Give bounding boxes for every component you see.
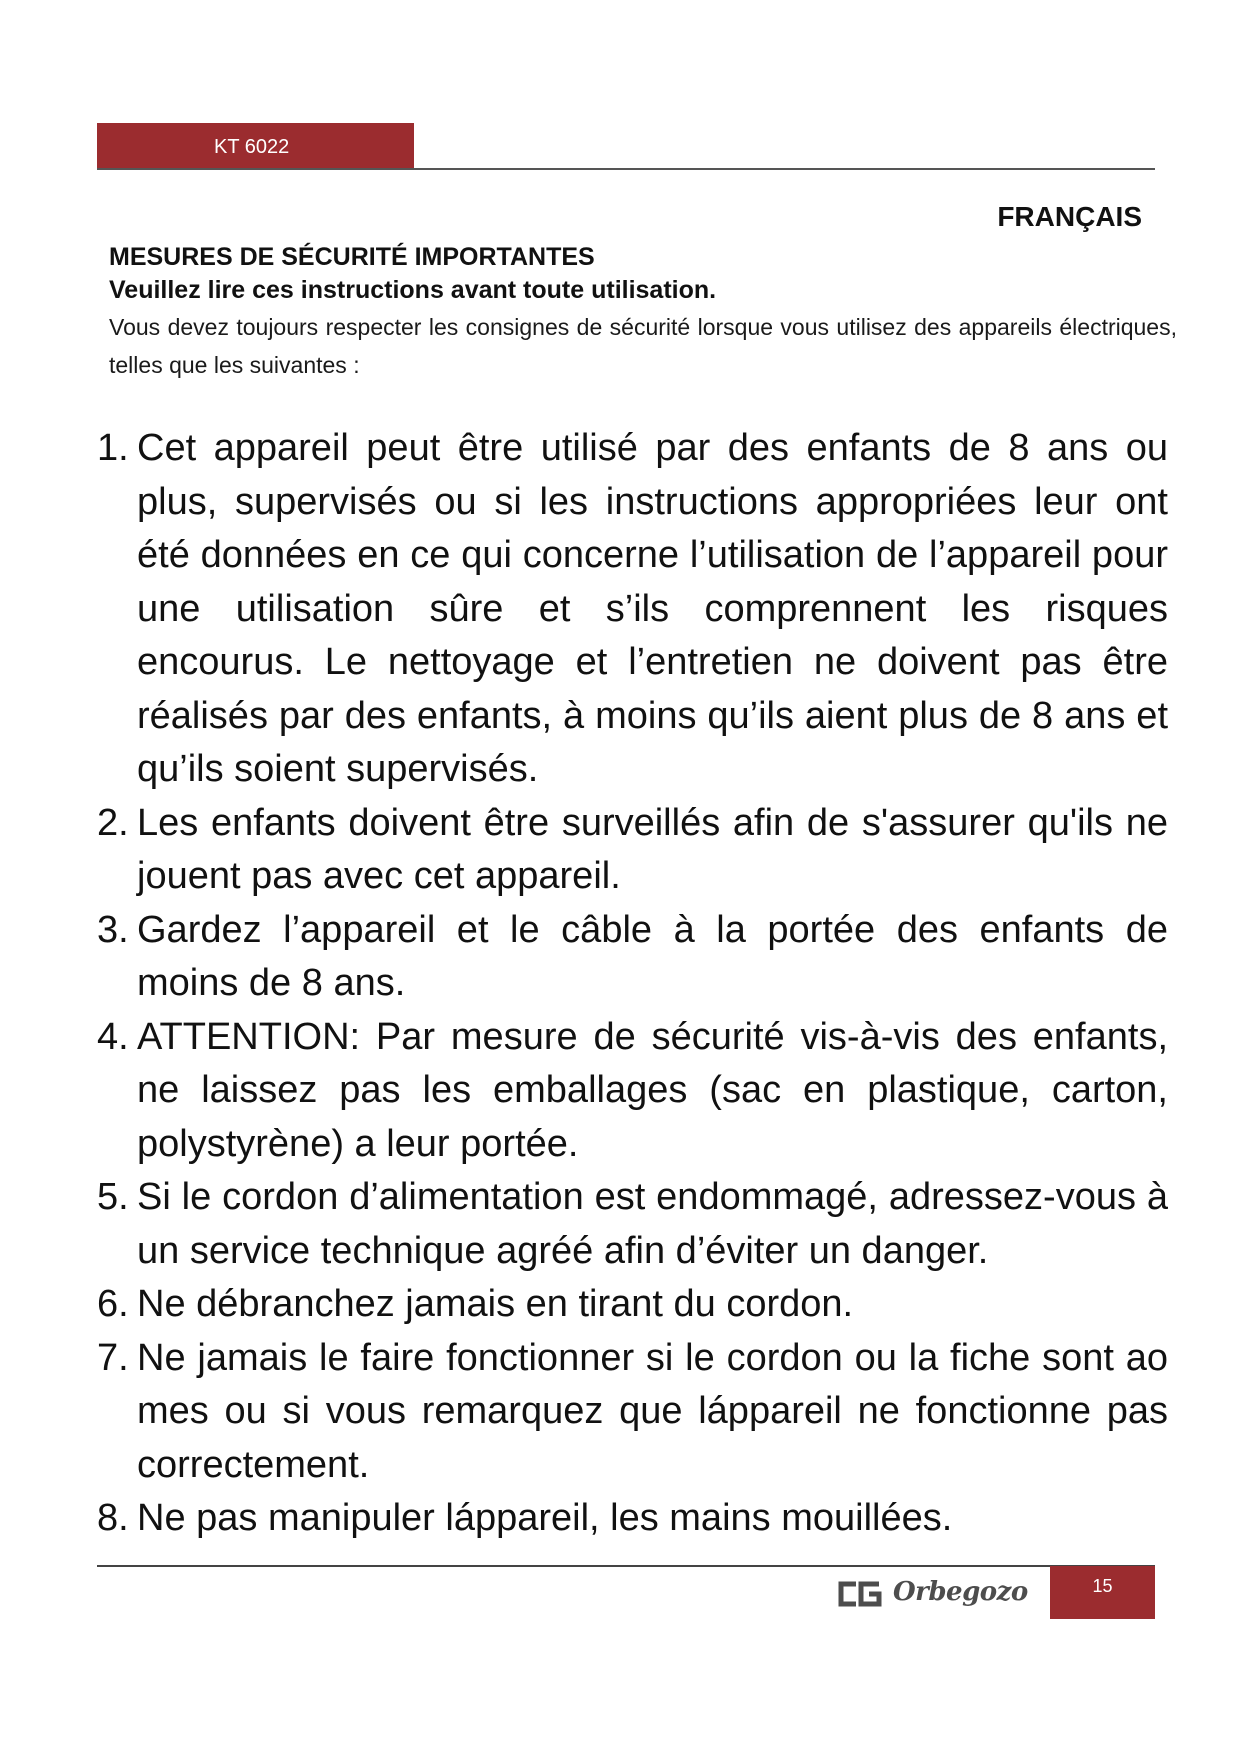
list-item bbox=[97, 1492, 1168, 1546]
item-number: 4. bbox=[97, 1015, 129, 1058]
list-item bbox=[97, 1171, 1168, 1278]
section-title: MESURES DE SÉCURITÉ IMPORTANTES bbox=[109, 243, 595, 271]
intro-paragraph: Vous devez toujours respecter les consignes de sécurité lorsque vous utilisez des appareils électriques, telles que les suivantes : bbox=[109, 314, 1177, 378]
list-item bbox=[97, 1332, 1168, 1493]
list-item bbox=[97, 904, 1168, 1011]
item-text: ATTENTION: Par mesure de sécurité vis-à-vis des enfants, ne laissez pas les emballages (sac en plastique, carton, polystyrène) a leur portée. bbox=[137, 1015, 1168, 1165]
language-label: FRANÇAIS bbox=[997, 201, 1142, 232]
page-number: 15 bbox=[1092, 1576, 1113, 1596]
brand-logo-text: Orbegozo bbox=[893, 1577, 1028, 1607]
list-item bbox=[97, 1011, 1168, 1172]
item-number: 2. bbox=[97, 801, 129, 844]
item-number: 5. bbox=[97, 1176, 129, 1218]
list-item bbox=[97, 797, 1168, 904]
model-number: KT 6022 bbox=[214, 136, 290, 158]
item-text: Ne jamais le faire fonctionner si le cordon ou la fiche sont ao mes ou si vous remarquez que láppareil ne fonctionne pas correctement. bbox=[137, 1336, 1168, 1486]
item-text: Les enfants doivent être surveillés afin de s'assurer qu'ils ne jouent pas avec cet appareil. bbox=[137, 801, 1168, 897]
list-item bbox=[97, 422, 1168, 797]
orbegozo-logo-icon bbox=[838, 1581, 882, 1607]
model-header-tab bbox=[97, 123, 414, 169]
item-text: Ne débranchez jamais en tirant du cordon. bbox=[137, 1283, 854, 1325]
item-text: Si le cordon d’alimentation est endommagé, adressez-vous à un service technique agréé afin d’éviter un danger. bbox=[137, 1176, 1168, 1272]
header-rule bbox=[97, 168, 1155, 170]
item-text: Ne pas manipuler láppareil, les mains mouillées. bbox=[137, 1497, 953, 1539]
item-text: Cet appareil peut être utilisé par des enfants de 8 ans ou plus, supervisés ou si les instructions appropriées leur ont été données en ce qui concerne l’utilisation de l’appareil pour une utilisation sûre et s’ils comprennent les risques encourus. Le nettoyage et l’entretien ne doivent pas être réalisés par des enfants, à moins qu’ils aient plus de 8 ans et qu’ils soient supervisés. bbox=[137, 427, 1168, 790]
item-number: 8. bbox=[97, 1497, 129, 1539]
item-number: 6. bbox=[97, 1283, 129, 1325]
footer-rule bbox=[97, 1565, 1155, 1567]
safety-intro bbox=[109, 241, 1177, 384]
section-subtitle: Veuillez lire ces instructions avant toute utilisation. bbox=[109, 276, 717, 304]
item-number: 7. bbox=[97, 1336, 129, 1379]
page-number-box bbox=[1050, 1566, 1155, 1619]
item-text: Gardez l’appareil et le câble à la portée des enfants de moins de 8 ans. bbox=[137, 908, 1168, 1004]
safety-instructions-list bbox=[97, 422, 1168, 1546]
list-item bbox=[97, 1278, 1168, 1332]
item-number: 1. bbox=[97, 427, 129, 469]
item-number: 3. bbox=[97, 908, 129, 951]
